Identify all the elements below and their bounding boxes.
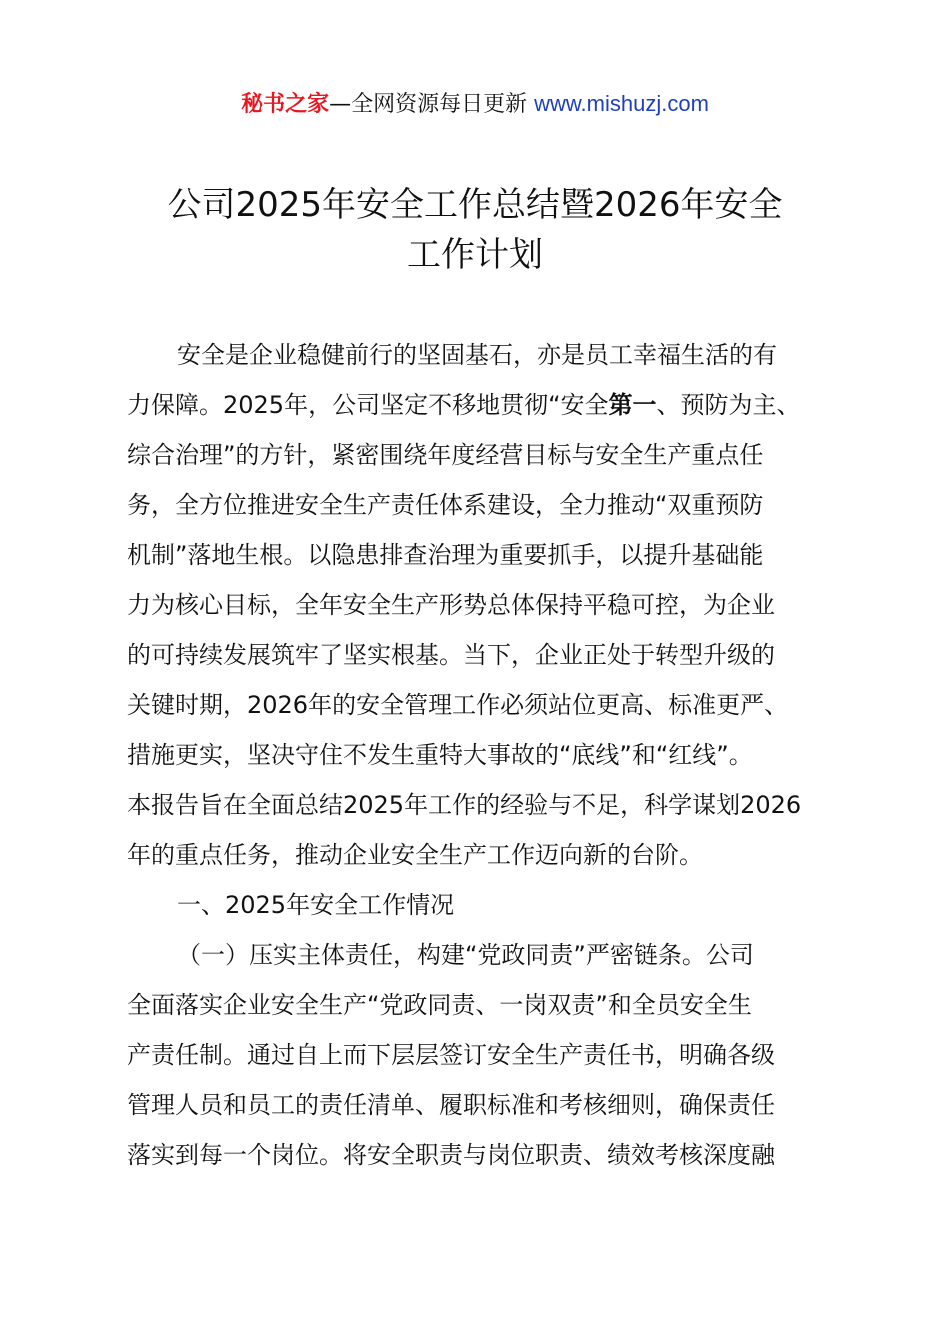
- text-line: 的可持续发展筑牢了坚实根基。当下，企业正处于转型升级的: [127, 641, 775, 669]
- site-header: [0, 88, 950, 121]
- text-segment: 力保障。2025年，公司坚定不移地贯彻“安全: [127, 391, 609, 419]
- document-title: [100, 180, 850, 280]
- site-url-link[interactable]: www.mishuzj.com: [534, 91, 709, 116]
- document-body: [127, 330, 837, 1180]
- header-slogan: —全网资源每日更新: [329, 92, 535, 117]
- text-line: [127, 380, 837, 430]
- brand-name: 秘书之家: [241, 92, 330, 117]
- bold-text-segment: 第一: [608, 391, 657, 419]
- text-line: 力为核心目标，全年安全生产形势总体保持平稳可控，为企业: [127, 591, 775, 619]
- text-line: 措施更实，坚决守住不发生重特大事故的“底线”和“红线”。: [127, 741, 753, 769]
- intro-paragraph: [127, 330, 837, 880]
- title-line-1: 公司2025年安全工作总结暨2026年安全: [167, 185, 783, 225]
- section-1-paragraph: [127, 930, 837, 1180]
- text-line: 务，全方位推进安全生产责任体系建设，全力推动“双重预防: [127, 491, 764, 519]
- text-line: 本报告旨在全面总结2025年工作的经验与不足，科学谋划2026: [127, 791, 802, 819]
- text-line: 安全是企业稳健前行的坚固基石，亦是员工幸福生活的有: [177, 341, 777, 369]
- section-heading: 一、2025年安全工作情况: [177, 891, 455, 919]
- text-line: 落实到每一个岗位。将安全职责与岗位职责、绩效考核深度融: [127, 1141, 775, 1169]
- text-line: 管理人员和员工的责任清单、履职标准和考核细则，确保责任: [127, 1091, 775, 1119]
- text-segment: 、预防为主、: [656, 391, 801, 419]
- text-line: 年的重点任务，推动企业安全生产工作迈向新的台阶。: [127, 841, 703, 869]
- text-line: 关键时期，2026年的安全管理工作必须站位更高、标准更严、: [127, 691, 789, 719]
- text-line: （一）压实主体责任，构建“党政同责”严密链条。公司: [177, 941, 754, 969]
- text-line: 综合治理”的方针，紧密围绕年度经营目标与安全生产重点任: [127, 441, 764, 469]
- text-line: 产责任制。通过自上而下层层签订安全生产责任书，明确各级: [127, 1041, 775, 1069]
- title-line-2: 工作计划: [407, 235, 543, 275]
- text-line: 全面落实企业安全生产“党政同责、一岗双责”和全员安全生: [127, 991, 752, 1019]
- text-line: 机制”落地生根。以隐患排查治理为重要抓手，以提升基础能: [127, 541, 764, 569]
